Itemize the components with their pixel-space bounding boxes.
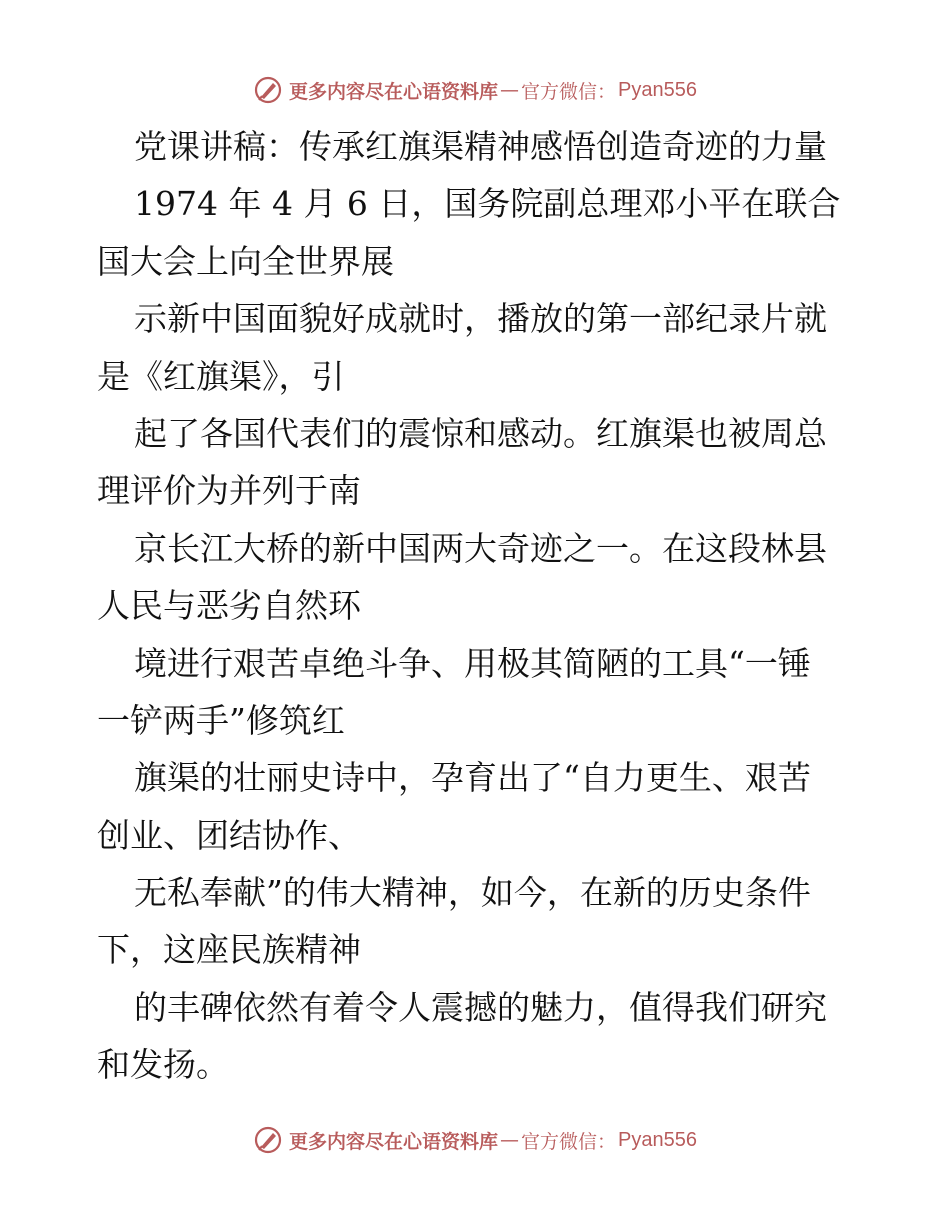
paragraph-line: 下，这座民族精神: [97, 930, 361, 970]
paragraph-line: 旗渠的壮丽史诗中，孕育出了“自力更生、艰苦: [134, 758, 811, 798]
paragraph-line: 京长江大桥的新中国两大奇迹之一。在这段林县: [134, 528, 827, 568]
header-separator: —: [500, 79, 520, 101]
quill-logo-icon: [253, 1125, 283, 1155]
paragraph-line: 示新中国面貌好成就时，播放的第一部纪录片就: [134, 299, 827, 339]
paragraph-line: 的丰碑依然有着令人震撼的魅力，值得我们研究: [134, 987, 827, 1027]
document-title: 党课讲稿：传承红旗渠精神感悟创造奇迹的力量: [134, 127, 827, 166]
paragraph-line: 是《红旗渠》，引: [97, 356, 345, 396]
paragraph-line: 无私奉献”的伟大精神，如今，在新的历史条件: [134, 873, 811, 913]
footer-separator: —: [500, 1129, 520, 1151]
quill-logo-icon: [253, 75, 283, 105]
paragraph-line: 人民与恶劣自然环: [97, 586, 361, 626]
document-body: [97, 118, 857, 1094]
footer-banner: [0, 1120, 950, 1160]
header-wechat-id: Pyan556: [618, 78, 697, 101]
paragraph-line: 起了各国代表们的震惊和感动。红旗渠也被周总: [134, 413, 827, 453]
footer-wechat-label: 官方微信：: [521, 1130, 617, 1153]
paragraph-line: 国大会上向全世界展: [97, 241, 394, 281]
paragraph-line: 境进行艰苦卓绝斗争、用极其简陋的工具“一锤: [134, 643, 811, 683]
paragraph-line: 创业、团结协作、: [97, 815, 361, 855]
paragraph-line: 1974 年 4 月 6 日，国务院副总理邓小平在联合: [134, 184, 841, 224]
header-wechat-label: 官方微信：: [521, 80, 617, 103]
paragraph-line: 一铲两手”修筑红: [97, 700, 345, 740]
footer-brand-text: 更多内容尽在心语资料库: [289, 1130, 499, 1153]
footer-wechat-id: Pyan556: [618, 1128, 697, 1151]
paragraph-line: 和发扬。: [97, 1045, 229, 1085]
paragraph-line: 理评价为并列于南: [97, 471, 361, 511]
header-brand-text: 更多内容尽在心语资料库: [289, 80, 499, 103]
header-banner: [0, 70, 950, 110]
